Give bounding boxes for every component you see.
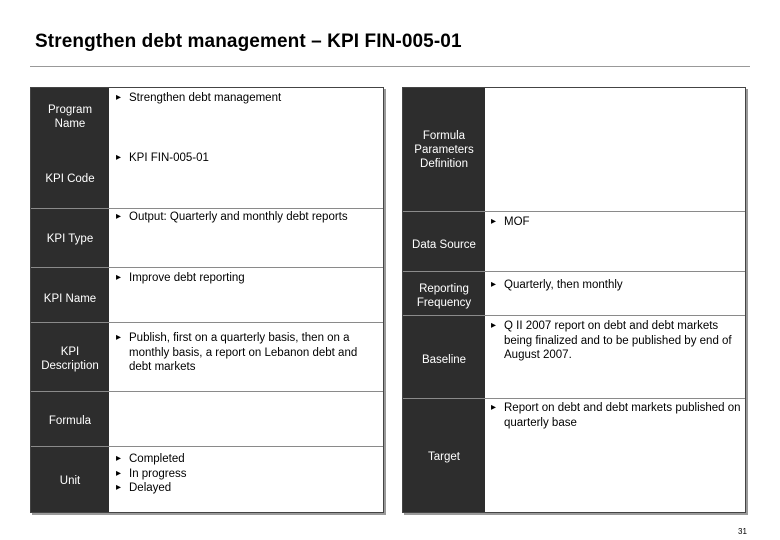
kpi-type-label: KPI Type <box>46 233 94 245</box>
kpi-name-text: ▸ Improve debt reporting <box>116 271 378 286</box>
unit-label: Unit <box>59 475 81 487</box>
left-row-separator <box>31 446 383 447</box>
formula-parameters-label: Formula Parameters Definition <box>414 130 474 170</box>
kpi-type-value <box>116 210 378 225</box>
unit-values <box>116 452 378 496</box>
kpi-description-label: KPI Description <box>41 346 99 372</box>
right-row-separator <box>403 211 745 212</box>
unit-option-in-progress: ▸ In progress <box>116 467 378 482</box>
right-row-separator <box>403 315 745 316</box>
data-source-label: Data Source <box>412 239 476 251</box>
baseline-text: ▸ Q II 2007 report on debt and debt markets being finalized and to be published by end of August 2007. <box>491 319 743 363</box>
right-row-separator <box>403 271 745 272</box>
reporting-frequency-text: ▸ Quarterly, then monthly <box>491 278 741 293</box>
data-source-text: ▸ MOF <box>491 215 741 230</box>
baseline-label: Baseline <box>421 354 467 366</box>
target-text: ▸ Report on debt and debt markets published on quarterly base <box>491 401 743 430</box>
target-value <box>491 401 743 430</box>
program-name-label: Program Name <box>47 104 93 130</box>
target-label: Target <box>428 451 460 463</box>
left-kpi-panel <box>30 87 384 513</box>
kpi-name-label: KPI Name <box>43 293 97 305</box>
title-divider <box>30 66 750 67</box>
left-row-separator <box>31 208 383 209</box>
formula-label: Formula <box>48 415 92 427</box>
reporting-frequency-label: Reporting Frequency <box>416 283 472 309</box>
kpi-code-label: KPI Code <box>45 173 95 185</box>
right-row-separator <box>403 398 745 399</box>
data-source-value <box>491 215 741 230</box>
unit-option-completed: ▸ Completed <box>116 452 378 467</box>
kpi-name-value <box>116 271 378 286</box>
kpi-type-text: ▸ Output: Quarterly and monthly debt reports <box>116 210 378 225</box>
baseline-value <box>491 319 743 363</box>
left-row-separator <box>31 267 383 268</box>
unit-option-delayed: ▸ Delayed <box>116 481 378 496</box>
left-row-separator <box>31 322 383 323</box>
program-name-text: ▸ Strengthen debt management <box>116 91 378 106</box>
kpi-code-value <box>116 151 378 166</box>
kpi-description-text: ▸ Publish, first on a quarterly basis, then on a monthly basis, a report on Lebanon debt and debt markets <box>116 331 378 375</box>
page-title: Strengthen debt management – KPI FIN-005-01 <box>35 31 462 52</box>
right-kpi-panel <box>402 87 746 513</box>
program-name-value <box>116 91 378 106</box>
page-number: 31 <box>738 527 747 536</box>
reporting-frequency-value <box>491 278 741 293</box>
kpi-code-text: ▸ KPI FIN-005-01 <box>116 151 378 166</box>
kpi-description-value <box>116 331 378 375</box>
left-row-separator <box>31 391 383 392</box>
